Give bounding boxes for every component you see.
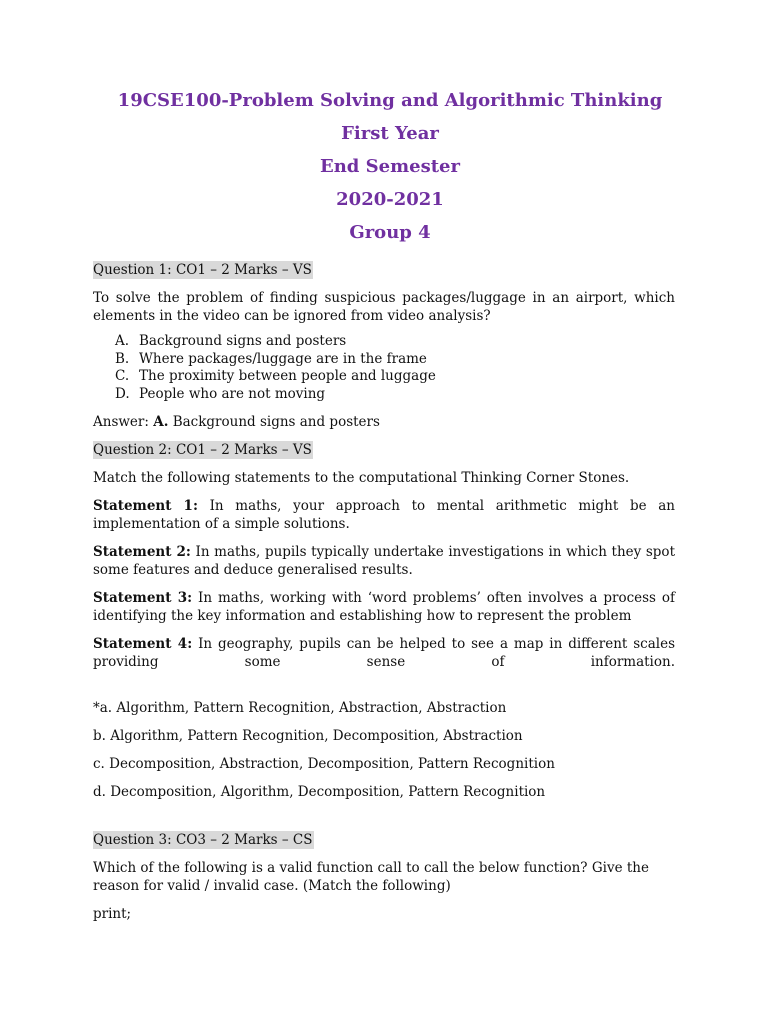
question-3-text: Which of the following is a valid function call to call the below function? Give the reason for valid / invalid case. (Match the following) [93,860,649,894]
option-b [115,351,675,369]
choice-d: d. Decomposition, Algorithm, Decomposition, Pattern Recognition [93,784,546,800]
year-title: First Year [341,123,439,144]
document-page [93,84,675,923]
answer-letter: A. [153,414,169,430]
statement-2 [93,543,675,579]
question-2 [93,439,675,801]
statement-title: Statement 2: [93,544,191,560]
choice-a: *a. Algorithm, Pattern Recognition, Abstraction, Abstraction [93,700,507,716]
option-c [115,368,675,386]
option-text: Background signs and posters [139,333,347,349]
question-3-label: Question 3: CO3 – 2 Marks – CS [93,832,313,848]
statement-text: In maths, your approach to mental arithmetic might be an implementation of a simple solutions. [93,498,675,532]
question-3-code: print; [93,906,132,922]
statement-title: Statement 3: [93,590,193,606]
statement-4 [93,635,675,671]
question-1-answer [93,413,675,431]
choice-c: c. Decomposition, Abstraction, Decomposition, Pattern Recognition [93,756,555,772]
question-2-intro: Match the following statements to the computational Thinking Corner Stones. [93,470,630,486]
session-title: 2020-2021 [336,189,444,210]
statement-title: Statement 1: [93,498,198,514]
course-title: 19CSE100-Problem Solving and Algorithmic Thinking [117,90,663,111]
choice-b: b. Algorithm, Pattern Recognition, Decomposition, Abstraction [93,728,523,744]
question-1 [93,259,675,431]
statement-title: Statement 4: [93,636,193,652]
option-letter: A. [115,333,130,349]
option-letter: B. [115,350,130,367]
statement-text: In geography, pupils can be helped to see a map in different scales providing some sense of information. [93,636,675,670]
semester-title: End Semester [320,156,460,177]
statement-1 [93,497,675,533]
option-letter: C. [115,368,130,384]
question-1-label: Question 1: CO1 – 2 Marks – VS [93,262,312,278]
document-heading-block [85,84,695,249]
statement-3 [93,589,675,625]
statement-text: In maths, working with ‘word problems’ often involves a process of identifying the key information and establishing how to represent the problem [93,590,675,624]
option-d [115,386,675,404]
question-3 [93,829,675,923]
answer-prefix: Answer: [93,414,154,430]
answer-text: Background signs and posters [168,414,380,430]
option-text: The proximity between people and luggage [139,368,436,384]
option-letter: D. [115,385,130,402]
question-1-options [115,333,675,403]
option-text: Where packages/luggage are in the frame [139,350,427,367]
question-2-label: Question 2: CO1 – 2 Marks – VS [93,442,312,458]
statement-text: In maths, pupils typically undertake investigations in which they spot some features and deduce generalised results. [93,544,675,578]
question-1-text: To solve the problem of finding suspicious packages/luggage in an airport, which elements in the video can be ignored from video analysis? [93,290,675,324]
group-title: Group 4 [349,222,431,243]
option-a [115,333,675,351]
option-text: People who are not moving [139,385,326,402]
